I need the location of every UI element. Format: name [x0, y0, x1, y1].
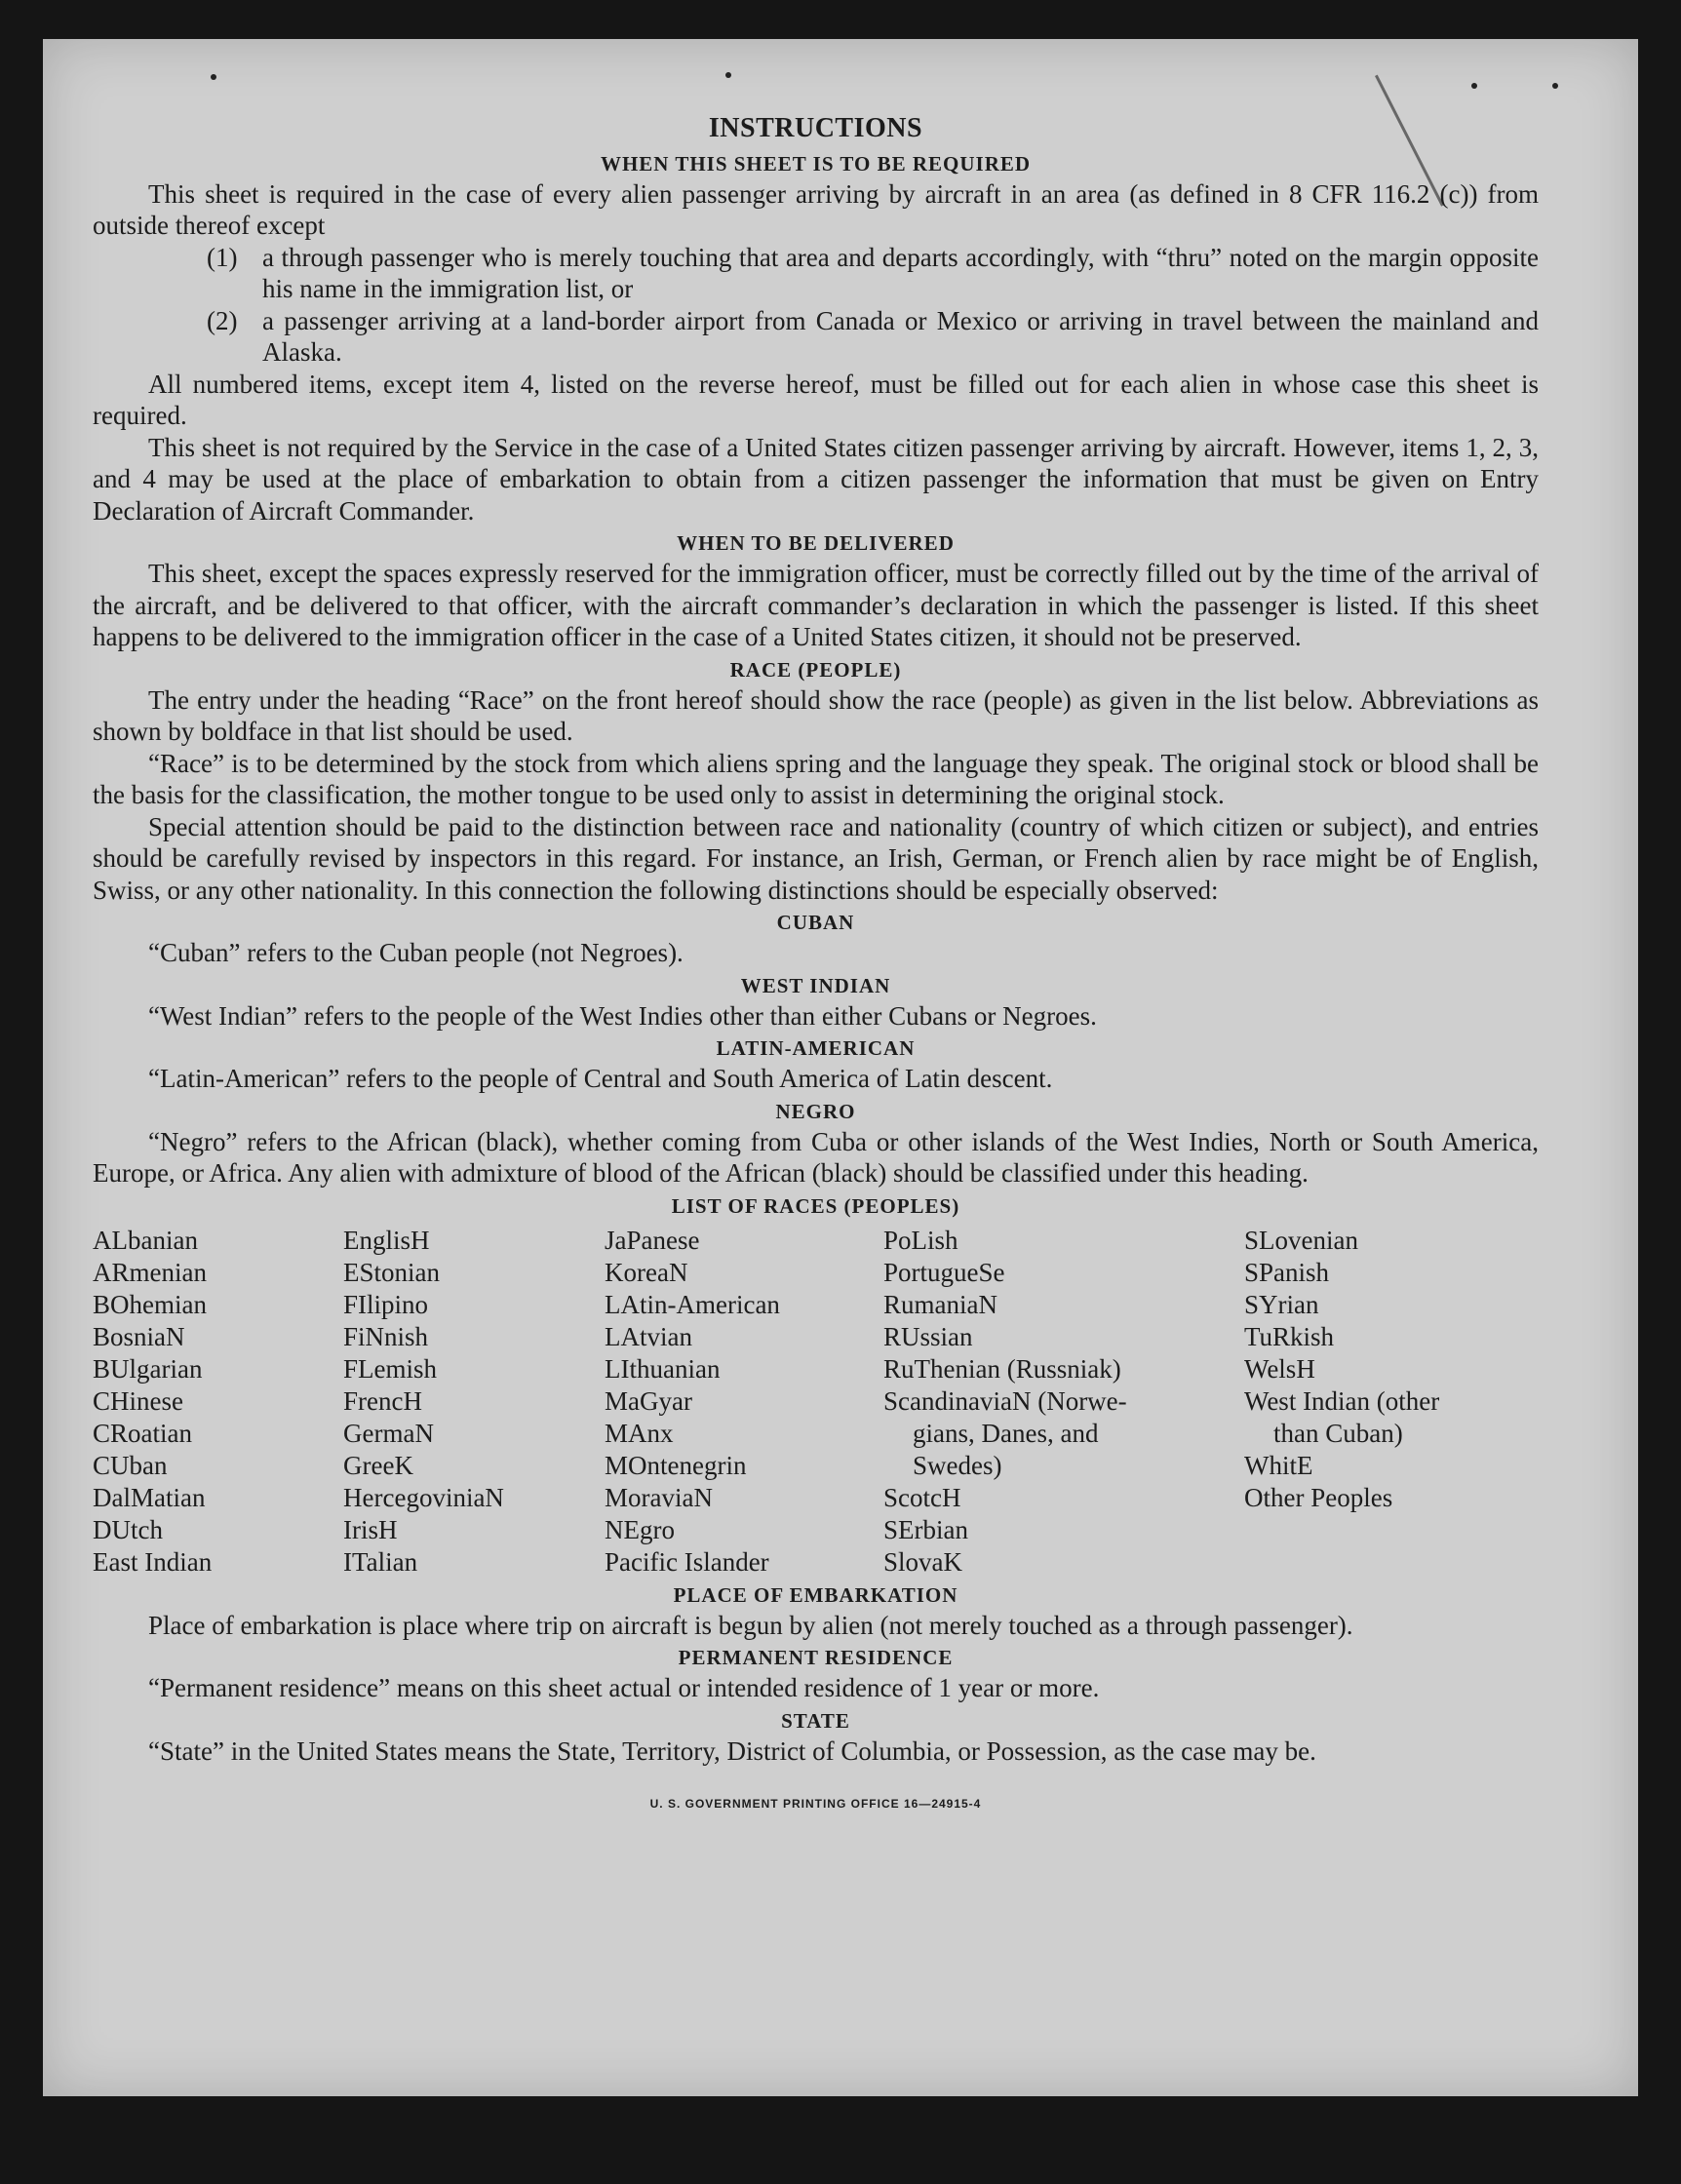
race-entry: FiNnish — [343, 1321, 429, 1351]
item-number: (2) — [207, 305, 238, 335]
race-entry: WelsH — [1244, 1353, 1315, 1384]
race-entry: JaPanese — [605, 1225, 700, 1255]
race-entry: MaGyar — [605, 1385, 692, 1416]
race-entry: PoLish — [883, 1225, 958, 1255]
race-entry: SlovaK — [883, 1546, 962, 1577]
race-entry: DalMatian — [93, 1482, 206, 1512]
race-entry: EStonian — [343, 1257, 440, 1287]
race-entry: ITalian — [343, 1546, 418, 1577]
race-entry: MOntenegrin — [605, 1450, 747, 1480]
race-entry: FIlipino — [343, 1289, 429, 1319]
heading-race: RACE (PEOPLE) — [729, 657, 902, 682]
race-entry: RuThenian (Russniak) — [883, 1353, 1121, 1384]
race-entry: RumaniaN — [883, 1289, 997, 1319]
race-entry: NEgro — [605, 1514, 675, 1544]
race-entry-continued: Swedes) — [913, 1450, 1002, 1480]
heading-when-required: WHEN THIS SHEET IS TO BE REQUIRED — [600, 151, 1032, 176]
race-entry: ALbanian — [93, 1225, 198, 1255]
race-entry: MAnx — [605, 1418, 674, 1448]
races-column-3 — [605, 1225, 883, 1579]
west-indian-text: “West Indian” refers to the people of the West Indies other than either Cubans or Negroes. — [148, 1000, 1097, 1031]
heading-state: STATE — [781, 1708, 850, 1733]
race-entry: East Indian — [93, 1546, 213, 1577]
race-entry: GermaN — [343, 1418, 434, 1448]
item-text: a passenger arriving at a land-border airport from Canada or Mexico or arriving in travel between the mainland and Alaska. — [262, 305, 1539, 367]
race-entry: ScandinaviaN (Norwe- — [883, 1385, 1127, 1416]
heading-negro: NEGRO — [775, 1099, 856, 1123]
race-entry: TuRkish — [1244, 1321, 1335, 1351]
heading-west-indian: WEST INDIAN — [740, 973, 891, 997]
race-entry: HercegoviniaN — [343, 1482, 504, 1512]
race-entry: ARmenian — [93, 1257, 207, 1287]
race-paragraph: The entry under the heading “Race” on the front hereof should show the race (people) as given in the list below. Abbreviations as shown by boldface in that list should be used. — [93, 684, 1539, 746]
race-entry: BosniaN — [93, 1321, 185, 1351]
race-paragraph: Special attention should be paid to the distinction between race and nationality (country of which citizen or subject), and entries should be carefully revised by inspectors in this regard. For instance, an Irish, German, or French alien by race might be of English, Swiss, or any other nationality. In this connection the following distinctions should be especially observed: — [93, 811, 1539, 905]
numbered-items-paragraph: All numbered items, except item 4, listed on the reverse hereof, must be filled out for each alien in whose case this sheet is required. — [93, 369, 1539, 430]
races-column-2 — [343, 1225, 605, 1579]
race-entry: GreeK — [343, 1450, 413, 1480]
race-entry: SYrian — [1244, 1289, 1319, 1319]
race-entry: LAtin-American — [605, 1289, 780, 1319]
state-text: “State” in the United States means the State, Territory, District of Columbia, or Possession, as the case may be. — [148, 1736, 1316, 1766]
item-text: a through passenger who is merely touching that area and departs accordingly, with “thru” noted on the margin opposite his name in the immigration list, or — [262, 242, 1539, 303]
latin-american-text: “Latin-American” refers to the people of Central and South America of Latin descent. — [148, 1064, 1053, 1093]
heading-permanent-residence: PERMANENT RESIDENCE — [678, 1646, 954, 1669]
race-entry: KoreaN — [605, 1257, 688, 1287]
race-entry: CRoatian — [93, 1418, 192, 1448]
negro-text: “Negro” refers to the African (black), whether coming from Cuba or other islands of the West Indies, North or South America, Europe, or Africa. Any alien with admixture of blood of the African (black) should be classified under this heading. — [93, 1126, 1539, 1188]
race-entry: PortugueSe — [883, 1257, 1005, 1287]
heading-list-of-races: LIST OF RACES (PEOPLES) — [671, 1193, 960, 1218]
race-entry: Pacific Islander — [605, 1546, 769, 1577]
races-column-5 — [1244, 1225, 1539, 1579]
item-number: (1) — [207, 242, 238, 272]
heading-latin-american: LATIN-AMERICAN — [716, 1036, 916, 1060]
page-title: INSTRUCTIONS — [708, 113, 923, 143]
race-entry-continued: than Cuban) — [1273, 1418, 1403, 1448]
races-column-4 — [883, 1225, 1244, 1579]
race-entry: FLemish — [343, 1353, 438, 1384]
race-entry: SLovenian — [1244, 1225, 1358, 1255]
race-entry: SPanish — [1244, 1257, 1330, 1287]
race-entry: LAtvian — [605, 1321, 692, 1351]
race-entry-continued: gians, Danes, and — [913, 1418, 1099, 1448]
residence-text: “Permanent residence” means on this sheet actual or intended residence of 1 year or more. — [148, 1673, 1100, 1702]
race-entry: MoraviaN — [605, 1482, 713, 1512]
cuban-text: “Cuban” refers to the Cuban people (not Negroes). — [148, 938, 684, 967]
races-column-1 — [93, 1225, 343, 1579]
race-entry: BUlgarian — [93, 1353, 203, 1384]
heading-when-delivered: WHEN TO BE DELIVERED — [677, 531, 955, 555]
race-entry: CHinese — [93, 1385, 183, 1416]
when-required-intro: This sheet is required in the case of every alien passenger arriving by aircraft in an area (as defined in 8 CFR 116.2 (c)) from outside thereof except — [93, 178, 1539, 240]
speck — [1552, 83, 1558, 89]
embarkation-text: Place of embarkation is place where trip on aircraft is begun by alien (not merely touched as a through passenger). — [148, 1610, 1353, 1640]
race-entry: BOhemian — [93, 1289, 207, 1319]
race-entry: West Indian (other — [1244, 1385, 1440, 1416]
heading-place-of-embarkation: PLACE OF EMBARKATION — [673, 1582, 958, 1607]
race-entry: CUban — [93, 1450, 168, 1480]
race-entry: IrisH — [343, 1514, 398, 1544]
race-entry: EnglisH — [343, 1225, 430, 1255]
race-paragraph: “Race” is to be determined by the stock from which aliens spring and the language they speak. The original stock or blood shall be the basis for the classification, the mother tongue to be used only to assist in determining the original stock. — [93, 748, 1539, 809]
race-entry: FrencH — [343, 1385, 422, 1416]
citizen-paragraph: This sheet is not required by the Service in the case of a United States citizen passenger arriving by aircraft. However, items 1, 2, 3, and 4 may be used at the place of embarkation to obtain from a citizen passenger the information that must be given on Entry Declaration of Aircraft Commander. — [93, 432, 1539, 526]
exception-item — [93, 242, 1539, 305]
races-list — [93, 1225, 1539, 1579]
when-delivered-text: This sheet, except the spaces expressly reserved for the immigration officer, must be correctly filled out by the time of the arrival of the aircraft, and be delivered to that officer, with the aircraft commander’s declaration in which the passenger is listed. If this sheet happens to be delivered to the immigration officer in the case of a United States citizen, it should not be preserved. — [93, 559, 1539, 651]
instructions-content — [93, 78, 1539, 1820]
heading-cuban: CUBAN — [776, 911, 855, 934]
race-entry: ScotcH — [883, 1482, 961, 1512]
race-entry: Other Peoples — [1244, 1482, 1393, 1512]
exception-item — [93, 305, 1539, 369]
race-entry: WhitE — [1244, 1450, 1313, 1480]
race-entry: LIthuanian — [605, 1353, 721, 1384]
race-entry: DUtch — [93, 1514, 163, 1544]
printer-footer: U. S. GOVERNMENT PRINTING OFFICE 16—24915-4 — [649, 1797, 982, 1811]
race-entry: RUssian — [883, 1321, 973, 1351]
race-entry: SErbian — [883, 1514, 968, 1544]
